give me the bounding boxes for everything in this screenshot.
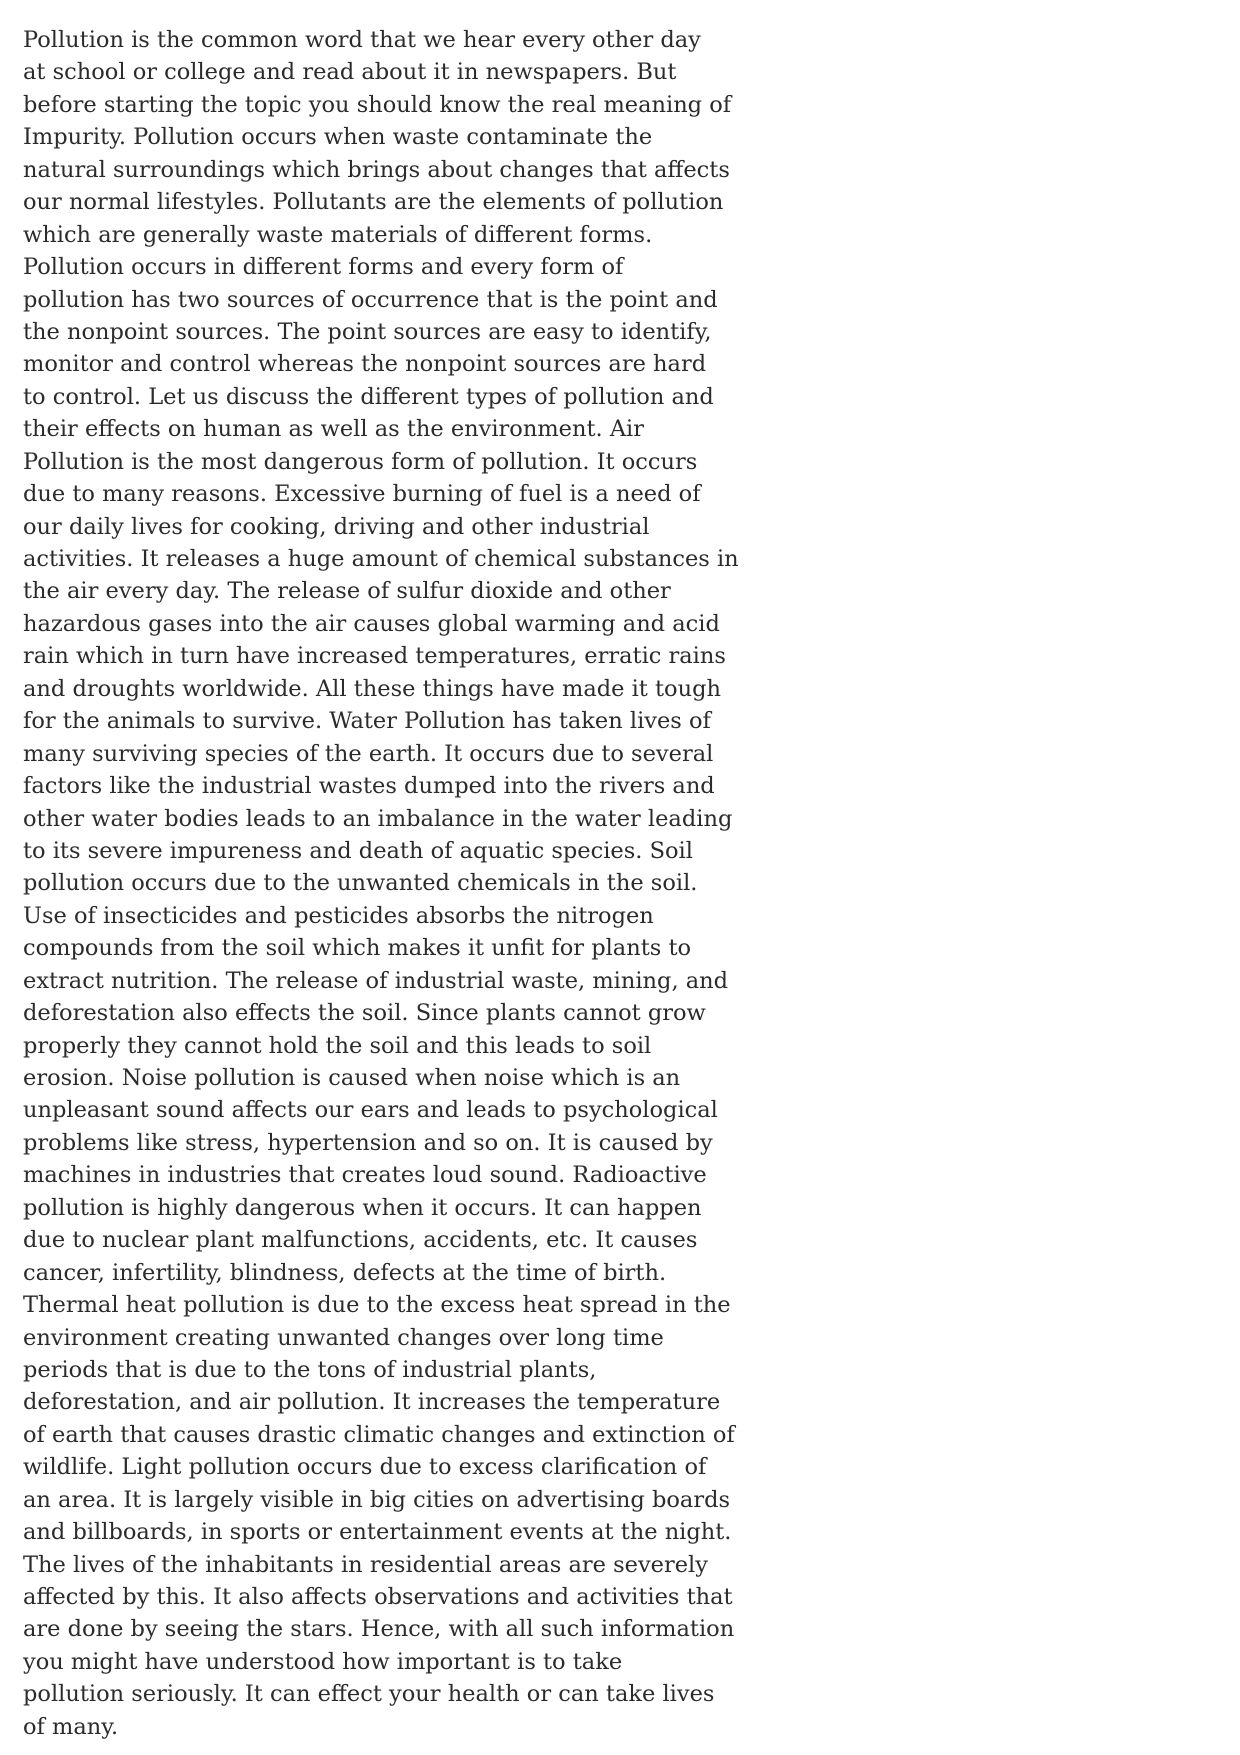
text-line: erosion. Noise pollution is caused when noise which is an xyxy=(23,1065,681,1091)
text-line: pollution occurs due to the unwanted chemicals in the soil. xyxy=(23,870,698,897)
text-line: to its severe impureness and death of aquatic species. Soil xyxy=(23,837,693,864)
text-line: an area. It is largely visible in big cities on advertising boards xyxy=(23,1486,731,1513)
text-line: for the animals to survive. Water Pollution has taken lives of xyxy=(23,708,711,735)
text-line: hazardous gases into the air causes global warming and acid xyxy=(23,610,720,637)
text-line: unpleasant sound affects our ears and leads to psychological xyxy=(23,1097,718,1124)
text-line: pollution seriously. It can effect your health or can take lives xyxy=(23,1681,715,1708)
text-line: environment creating unwanted changes over long time xyxy=(23,1324,664,1351)
text-line: and droughts worldwide. All these things have made it tough xyxy=(23,675,721,702)
text-line: many surviving species of the earth. It occurs due to several xyxy=(23,740,714,767)
text-line: to control. Let us discuss the different types of pollution and xyxy=(23,383,714,410)
text-line: periods that is due to the tons of industrial plants, xyxy=(23,1356,597,1383)
text-line: deforestation, and air pollution. It increases the temperature xyxy=(23,1389,721,1416)
text-line: pollution is highly dangerous when it occurs. It can happen xyxy=(23,1194,702,1221)
text-line: their effects on human as well as the environment. Air xyxy=(23,416,645,443)
text-line: monitor and control whereas the nonpoint sources are hard xyxy=(23,351,707,378)
text-line: deforestation also effects the soil. Since plants cannot grow xyxy=(23,1000,706,1027)
text-line: factors like the industrial wastes dumped into the rivers and xyxy=(23,773,715,800)
text-line: are done by seeing the stars. Hence, with all such information xyxy=(23,1616,735,1643)
text-line: our daily lives for cooking, driving and other industrial xyxy=(23,513,650,540)
text-line: pollution has two sources of occurrence that is the point and xyxy=(23,286,718,313)
text-line: properly they cannot hold the soil and this leads to soil xyxy=(23,1032,652,1059)
text-line: extract nutrition. The release of industrial waste, mining, and xyxy=(23,967,729,994)
text-line: before starting the topic you should know the real meaning of xyxy=(23,91,732,118)
text-line: the air every day. The release of sulfur dioxide and other xyxy=(23,578,671,605)
text-line: of earth that causes drastic climatic changes and extinction of xyxy=(23,1421,735,1448)
text-line: of many. xyxy=(23,1713,119,1740)
text-line: you might have understood how important is to take xyxy=(23,1648,623,1675)
text-line: machines in industries that creates loud sound. Radioactive xyxy=(23,1162,707,1189)
text-line: wildlife. Light pollution occurs due to excess clarification of xyxy=(23,1454,707,1481)
text-line: rain which in turn have increased temperatures, erratic rains xyxy=(23,643,726,670)
text-line: natural surroundings which brings about changes that affects xyxy=(23,156,730,183)
text-line: Impurity. Pollution occurs when waste contaminate the xyxy=(23,124,653,151)
text-line: and billboards, in sports or entertainment events at the night. xyxy=(23,1519,732,1546)
text-line: Pollution occurs in different forms and every form of xyxy=(23,254,624,281)
text-line: at school or college and read about it in newspapers. But xyxy=(23,59,677,86)
text-line: Pollution is the common word that we hear every other day xyxy=(23,27,701,53)
essay-body xyxy=(23,24,743,1743)
text-line: due to many reasons. Excessive burning of fuel is a need of xyxy=(23,481,701,508)
text-line: the nonpoint sources. The point sources are easy to identify, xyxy=(23,318,712,345)
text-line: our normal lifestyles. Pollutants are the elements of pollution xyxy=(23,189,724,216)
text-line: cancer, infertility, blindness, defects at the time of birth. xyxy=(23,1259,667,1286)
text-line: other water bodies leads to an imbalance in the water leading xyxy=(23,805,733,832)
text-line: which are generally waste materials of different forms. xyxy=(23,221,653,248)
text-line: Thermal heat pollution is due to the excess heat spread in the xyxy=(23,1292,731,1319)
text-line: problems like stress, hypertension and so on. It is caused by xyxy=(23,1129,713,1156)
text-line: compounds from the soil which makes it unfit for plants to xyxy=(23,935,692,962)
text-line: Use of insecticides and pesticides absorbs the nitrogen xyxy=(23,902,654,929)
text-line: activities. It releases a huge amount of chemical substances in xyxy=(23,546,739,572)
text-line: due to nuclear plant malfunctions, accidents, etc. It causes xyxy=(23,1227,698,1254)
text-line: The lives of the inhabitants in residential areas are severely xyxy=(23,1551,708,1578)
text-line: Pollution is the most dangerous form of pollution. It occurs xyxy=(23,448,698,475)
text-line: affected by this. It also affects observations and activities that xyxy=(23,1584,733,1610)
